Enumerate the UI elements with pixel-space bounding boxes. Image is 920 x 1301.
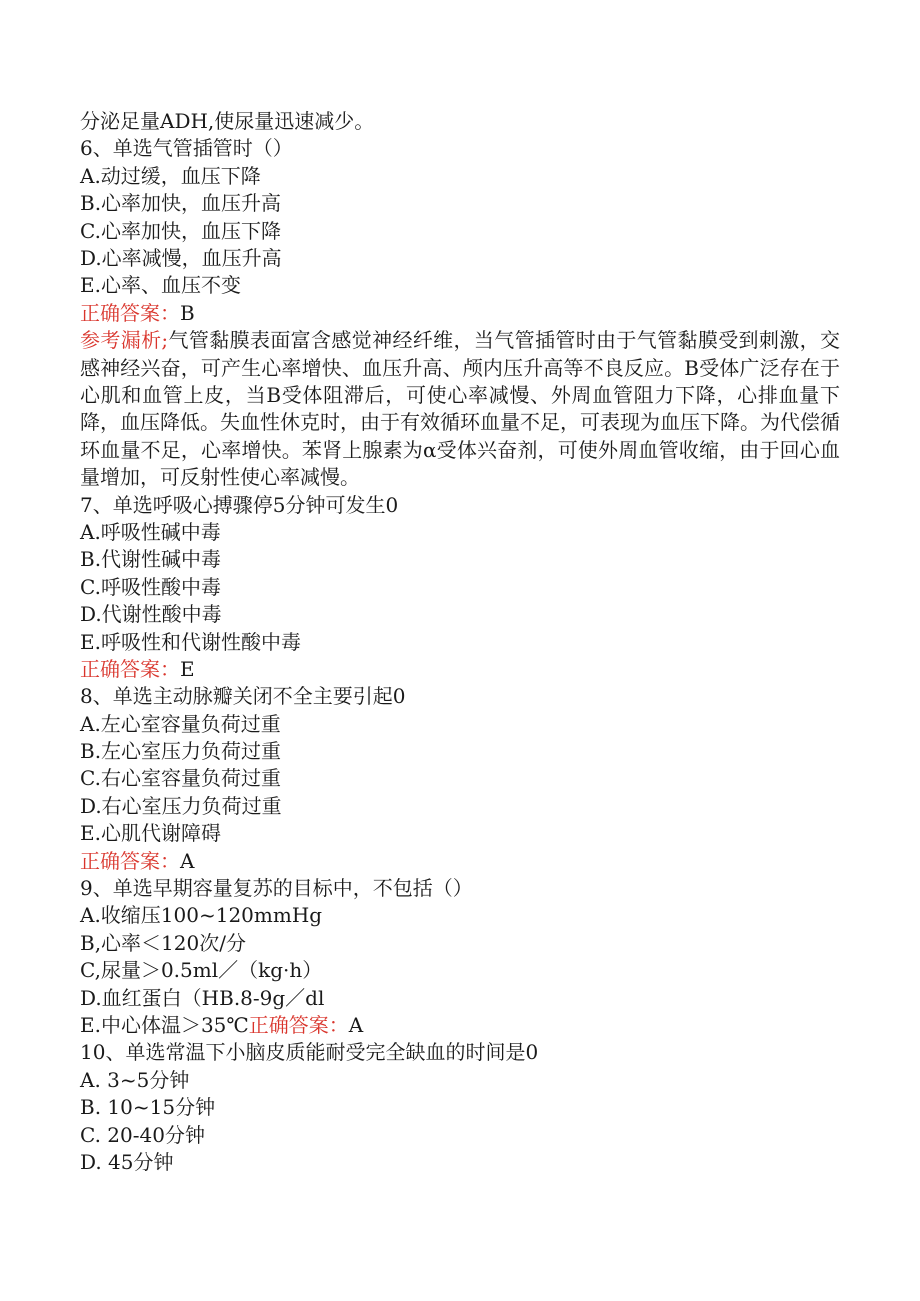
question-6-option-a: A.动过缓，血压下降 (80, 163, 261, 188)
question-9-option-d: D.血红蛋白（HB.8-9g／dl (80, 985, 325, 1010)
question-8-answer (80, 848, 840, 875)
question-8-option-e: E.心肌代谢障碍 (80, 821, 221, 846)
question-8-option-d: D.右心室压力负荷过重 (80, 793, 282, 818)
question-9-stem: 9、单选早期容量复苏的目标中，不包括（） (80, 876, 473, 901)
answer-label: 正确答案： (80, 848, 180, 873)
question-6-answer (80, 300, 840, 327)
question-10-option-b: B. 10~15分钟 (80, 1095, 216, 1120)
question-7-stem: 7、单选呼吸心搏骤停5分钟可发生0 (80, 492, 399, 517)
option-text: E.中心体温＞35℃ (80, 1012, 249, 1037)
answer-value: E (180, 656, 195, 681)
answer-value: A (348, 1012, 364, 1037)
question-10-option-c: C. 20-40分钟 (80, 1122, 205, 1147)
explanation-label: 参考漏析; (80, 328, 169, 353)
question-6-option-e: E.心率、血压不变 (80, 273, 241, 298)
text-line: 分泌足量ADH,使尿量迅速减少。 (80, 109, 375, 133)
question-6-option-c: C.心率加快，血压下降 (80, 218, 281, 243)
document-body (80, 108, 840, 1176)
question-8-stem: 8、单选主动脉瓣关闭不全主要引起0 (80, 684, 406, 709)
question-6-option-d: D.心率减慢，血压升高 (80, 245, 282, 270)
question-8-option-c: C.右心室容量负荷过重 (80, 766, 281, 791)
question-6-explanation (80, 327, 840, 491)
question-10-stem: 10、单选常温下小脑皮质能耐受完全缺血的时间是0 (80, 1040, 539, 1065)
explanation-text: 气管黏膜表面富含感觉神经纤维，当气管插管时由于气管黏膜受到刺激，交感神经兴奋，可产生心率增快、血压升高、颅内压升高等不良反应。B受体广泛存在于心肌和血管上皮，当B受体阻滞后，可使心率减慢、外周血管阻力下降，心排血量下降，血压降低。失血性休克时，由于有效循环血量不足，可表现为血压下降。为代偿循环血量不足，心率增快。苯肾上腺素为α受体兴奋剂，可使外周血管收缩，由于回心血量增加，可反射性使心率减慢。 (80, 328, 840, 490)
question-9-option-b: B,心率＜120次/分 (80, 930, 246, 955)
question-9-option-e (80, 1012, 840, 1039)
question-9-option-a: A.收缩压100~120mmHg (80, 903, 323, 928)
question-10-option-a: A. 3~5分钟 (80, 1067, 190, 1092)
answer-label: 正确答案： (80, 300, 180, 325)
question-8-option-b: B.左心室压力负荷过重 (80, 739, 282, 764)
question-7-option-c: C.呼吸性酸中毒 (80, 574, 221, 599)
question-10-option-d: D. 45分钟 (80, 1149, 174, 1174)
question-8-option-a: A.左心室容量负荷过重 (80, 711, 281, 736)
question-7-option-d: D.代谢性酸中毒 (80, 602, 222, 627)
answer-value: A (180, 848, 195, 873)
question-7-option-e: E.呼吸性和代谢性酸中毒 (80, 629, 301, 654)
question-6-stem: 6、单选气管插管时（） (80, 136, 293, 161)
answer-label: 正确答案： (80, 656, 180, 681)
question-9-option-c: C,尿量＞0.5ml／（kg·h） (80, 958, 323, 983)
question-6-option-b: B.心率加快，血压升高 (80, 191, 282, 216)
question-7-option-b: B.代谢性碱中毒 (80, 547, 222, 572)
answer-value: B (180, 300, 195, 325)
question-7-answer (80, 656, 840, 683)
answer-label: 正确答案： (248, 1012, 349, 1037)
question-7-option-a: A.呼吸性碱中毒 (80, 519, 221, 544)
